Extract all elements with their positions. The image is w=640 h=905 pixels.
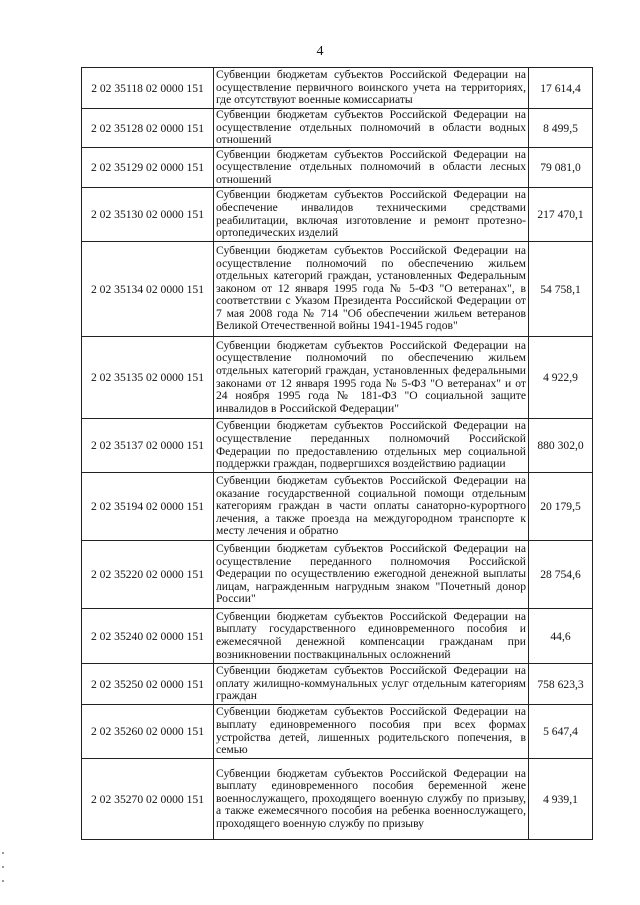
scan-speck (2, 852, 4, 854)
table-row (82, 68, 593, 109)
page-number: 4 (316, 44, 324, 59)
row-description: Субвенции бюджетам субъектов Российской Федерации на выплату единовременного пособия при всех формах устройства детей, лишенных родительского попечения, в семью (214, 705, 529, 759)
budget-code: 2 02 35135 02 0000 151 (82, 337, 214, 419)
budget-code: 2 02 35118 02 0000 151 (82, 68, 214, 109)
row-amount: 17 614,4 (529, 68, 593, 109)
budget-code: 2 02 35240 02 0000 151 (82, 609, 214, 664)
table-row (82, 541, 593, 609)
budget-table (81, 67, 593, 840)
budget-code: 2 02 35130 02 0000 151 (82, 188, 214, 242)
table-row (82, 705, 593, 759)
row-description: Субвенции бюджетам субъектов Российской Федерации на осуществление полномочий по обеспечению жильем отдельных категорий граждан, установленных Федеральным законом от 12 января 1995 года № 5-ФЗ "О ветеранах", в соответствии с Указом Президента Российской Федерации от 7 мая 2008 года № 714 "Об обеспечении жильем ветеранов Великой Отечественной войны 1941-1945 годов" (214, 242, 529, 337)
row-amount: 8 499,5 (529, 109, 593, 148)
row-description: Субвенции бюджетам субъектов Российской Федерации на обеспечение инвалидов техническими средствами реабилитации, включая изготовление и ремонт протезно-ортопедических изделий (214, 188, 529, 242)
table-row (82, 242, 593, 337)
row-description: Субвенции бюджетам субъектов Российской Федерации на оказание государственной социальной помощи отдельным категориям граждан в части оплаты санаторно-курортного лечения, а также проезда на междугородном транспорте к месту лечения и обратно (214, 473, 529, 541)
budget-code: 2 02 35270 02 0000 151 (82, 759, 214, 840)
budget-code: 2 02 35134 02 0000 151 (82, 242, 214, 337)
row-description: Субвенции бюджетам субъектов Российской Федерации на осуществление первичного воинского учета на территориях, где отсутствуют военные комиссариаты (214, 68, 529, 109)
row-amount: 758 623,3 (529, 664, 593, 705)
budget-code: 2 02 35194 02 0000 151 (82, 473, 214, 541)
table-row (82, 473, 593, 541)
budget-code: 2 02 35220 02 0000 151 (82, 541, 214, 609)
row-description: Субвенции бюджетам субъектов Российской Федерации на осуществление отдельных полномочий в области водных отношений (214, 109, 529, 148)
row-description: Субвенции бюджетам субъектов Российской Федерации на выплату государственного единовременного пособия и ежемесячной денежной компенсации гражданам при возникновении поствакцинальных осложнений (214, 609, 529, 664)
row-amount: 880 302,0 (529, 419, 593, 473)
row-amount: 44,6 (529, 609, 593, 664)
table-row (82, 148, 593, 188)
table-row (82, 609, 593, 664)
row-amount: 54 758,1 (529, 242, 593, 337)
row-amount: 5 647,4 (529, 705, 593, 759)
row-description: Субвенции бюджетам субъектов Российской Федерации на оплату жилищно-коммунальных услуг отдельным категориям граждан (214, 664, 529, 705)
row-amount: 4 922,9 (529, 337, 593, 419)
row-amount: 79 081,0 (529, 148, 593, 188)
table-row (82, 109, 593, 148)
row-description: Субвенции бюджетам субъектов Российской Федерации на осуществление переданного полномочия Российской Федерации по осуществлению ежегодной денежной выплаты лицам, награжденным нагрудным знаком "Почетный донор России" (214, 541, 529, 609)
table-row (82, 419, 593, 473)
table-row (82, 337, 593, 419)
row-description: Субвенции бюджетам субъектов Российской Федерации на осуществление полномочий по обеспечению жильем отдельных категорий граждан, установленных федеральными законами от 12 января 1995 года № 5-ФЗ "О ветеранах" и от 24 ноября 1995 года № 181-ФЗ "О социальной защите инвалидов в Российской Федерации" (214, 337, 529, 419)
row-description: Субвенции бюджетам субъектов Российской Федерации на осуществление переданных полномочий Российской Федерации по предоставлению отдельных мер социальной поддержки граждан, подвергшихся воздействию радиации (214, 419, 529, 473)
row-amount: 217 470,1 (529, 188, 593, 242)
scan-speck (2, 880, 4, 882)
row-amount: 20 179,5 (529, 473, 593, 541)
scan-speck (2, 866, 4, 868)
row-description: Субвенции бюджетам субъектов Российской Федерации на осуществление отдельных полномочий в области лесных отношений (214, 148, 529, 188)
table-row (82, 759, 593, 840)
budget-code: 2 02 35250 02 0000 151 (82, 664, 214, 705)
budget-code: 2 02 35137 02 0000 151 (82, 419, 214, 473)
budget-code: 2 02 35129 02 0000 151 (82, 148, 214, 188)
budget-code: 2 02 35260 02 0000 151 (82, 705, 214, 759)
row-amount: 28 754,6 (529, 541, 593, 609)
table-row (82, 188, 593, 242)
row-description: Субвенции бюджетам субъектов Российской Федерации на выплату единовременного пособия беременной жене военнослужащего, проходящего военную службу по призыву, а также ежемесячного пособия на ребенка военнослужащего, проходящего военную службу по призыву (214, 759, 529, 840)
budget-code: 2 02 35128 02 0000 151 (82, 109, 214, 148)
row-amount: 4 939,1 (529, 759, 593, 840)
table-row (82, 664, 593, 705)
